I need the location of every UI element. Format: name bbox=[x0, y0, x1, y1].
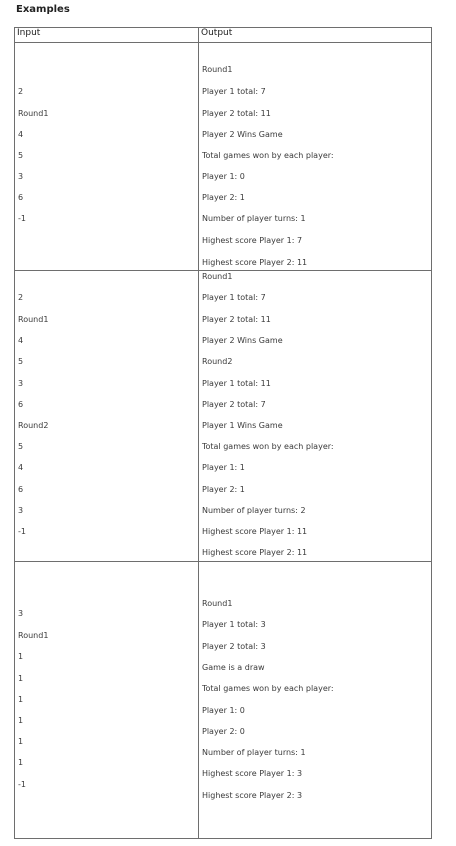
example-1-input-line: 2 bbox=[18, 87, 24, 96]
example-1-input-line: 6 bbox=[18, 193, 24, 202]
example-2-input-line: 5 bbox=[18, 357, 24, 366]
example-2-output-line: Player 2 total: 7 bbox=[202, 400, 266, 409]
example-1-input-line: -1 bbox=[18, 214, 26, 223]
example-2-input-line: Round1 bbox=[18, 315, 49, 324]
example-1-output-line: Player 2: 1 bbox=[202, 193, 245, 202]
example-2-output-line: Highest score Player 2: 11 bbox=[202, 548, 308, 557]
example-2-output-line: Number of player turns: 2 bbox=[202, 506, 306, 515]
examples-heading: Examples bbox=[16, 4, 70, 15]
example-2-input-cell bbox=[15, 271, 199, 562]
example-2-input-line: 6 bbox=[18, 400, 24, 409]
example-1-output-line: Number of player turns: 1 bbox=[202, 214, 306, 223]
example-3-output-line: Game is a draw bbox=[202, 663, 265, 672]
output-column-header: Output bbox=[199, 28, 432, 43]
example-3-output-cell bbox=[199, 562, 432, 839]
example-2-input-line: 3 bbox=[18, 506, 24, 515]
example-1-input-line: Round1 bbox=[18, 109, 49, 118]
example-3-input-line: Round1 bbox=[18, 631, 49, 640]
example-3-output-line: Total games won by each player: bbox=[202, 684, 334, 693]
example-3-output-line: Player 2: 0 bbox=[202, 727, 245, 736]
example-3-input-line: 1 bbox=[18, 758, 24, 767]
example-1-output-line: Highest score Player 1: 7 bbox=[202, 236, 303, 245]
example-3-input-line: 1 bbox=[18, 695, 24, 704]
example-1-output-line: Player 2 Wins Game bbox=[202, 130, 283, 139]
example-3-output-line: Player 1: 0 bbox=[202, 706, 245, 715]
example-3-output-line: Player 1 total: 3 bbox=[202, 620, 266, 629]
example-2-output-line: Total games won by each player: bbox=[202, 442, 334, 451]
example-3-input-line: 3 bbox=[18, 609, 24, 618]
example-row-1 bbox=[15, 43, 432, 271]
example-2-output-line: Highest score Player 1: 11 bbox=[202, 527, 308, 536]
example-2-input-line: 4 bbox=[18, 336, 24, 345]
example-3-output-line: Highest score Player 1: 3 bbox=[202, 769, 303, 778]
example-3-input-line: 1 bbox=[18, 716, 24, 725]
example-2-output-line: Round2 bbox=[202, 357, 233, 366]
example-1-input-line: 5 bbox=[18, 151, 24, 160]
example-1-output-line: Total games won by each player: bbox=[202, 151, 334, 160]
example-3-input-line: -1 bbox=[18, 780, 26, 789]
example-3-output-line: Highest score Player 2: 3 bbox=[202, 791, 303, 800]
example-row-3 bbox=[15, 562, 432, 839]
example-3-input-line: 1 bbox=[18, 674, 24, 683]
example-1-output-line: Player 1: 0 bbox=[202, 172, 245, 181]
example-2-input-line: 3 bbox=[18, 379, 24, 388]
example-2-input-line: 4 bbox=[18, 463, 24, 472]
example-2-input-line: -1 bbox=[18, 527, 26, 536]
example-1-output-line: Player 2 total: 11 bbox=[202, 109, 271, 118]
example-2-output-line: Round1 bbox=[202, 272, 233, 281]
example-3-output-line: Number of player turns: 1 bbox=[202, 748, 306, 757]
example-1-output-line: Player 1 total: 7 bbox=[202, 87, 266, 96]
example-2-output-cell bbox=[199, 271, 432, 562]
example-1-output-line: Highest score Player 2: 11 bbox=[202, 258, 308, 267]
example-2-input-line: 6 bbox=[18, 485, 24, 494]
example-2-output-line: Player 2 Wins Game bbox=[202, 336, 283, 345]
input-column-header: Input bbox=[15, 28, 199, 43]
example-1-input-line: 4 bbox=[18, 130, 24, 139]
example-3-output-line: Round1 bbox=[202, 599, 233, 608]
example-3-input-line: 1 bbox=[18, 737, 24, 746]
example-2-input-line: 5 bbox=[18, 442, 24, 451]
example-2-output-line: Player 1 Wins Game bbox=[202, 421, 283, 430]
example-2-output-line: Player 1: 1 bbox=[202, 463, 245, 472]
example-1-output-line: Round1 bbox=[202, 65, 233, 74]
example-row-2 bbox=[15, 271, 432, 562]
example-3-output-line: Player 2 total: 3 bbox=[202, 642, 266, 651]
example-2-output-line: Player 1 total: 7 bbox=[202, 293, 266, 302]
example-2-output-line: Player 2: 1 bbox=[202, 485, 245, 494]
example-2-input-line: 2 bbox=[18, 293, 24, 302]
example-1-input-cell bbox=[15, 43, 199, 271]
example-1-output-cell bbox=[199, 43, 432, 271]
example-2-input-line: Round2 bbox=[18, 421, 49, 430]
example-2-output-line: Player 1 total: 11 bbox=[202, 379, 271, 388]
example-2-output-line: Player 2 total: 11 bbox=[202, 315, 271, 324]
example-1-input-line: 3 bbox=[18, 172, 24, 181]
header-row bbox=[15, 28, 432, 43]
example-3-input-cell bbox=[15, 562, 199, 839]
example-3-input-line: 1 bbox=[18, 652, 24, 661]
examples-table bbox=[14, 27, 432, 839]
